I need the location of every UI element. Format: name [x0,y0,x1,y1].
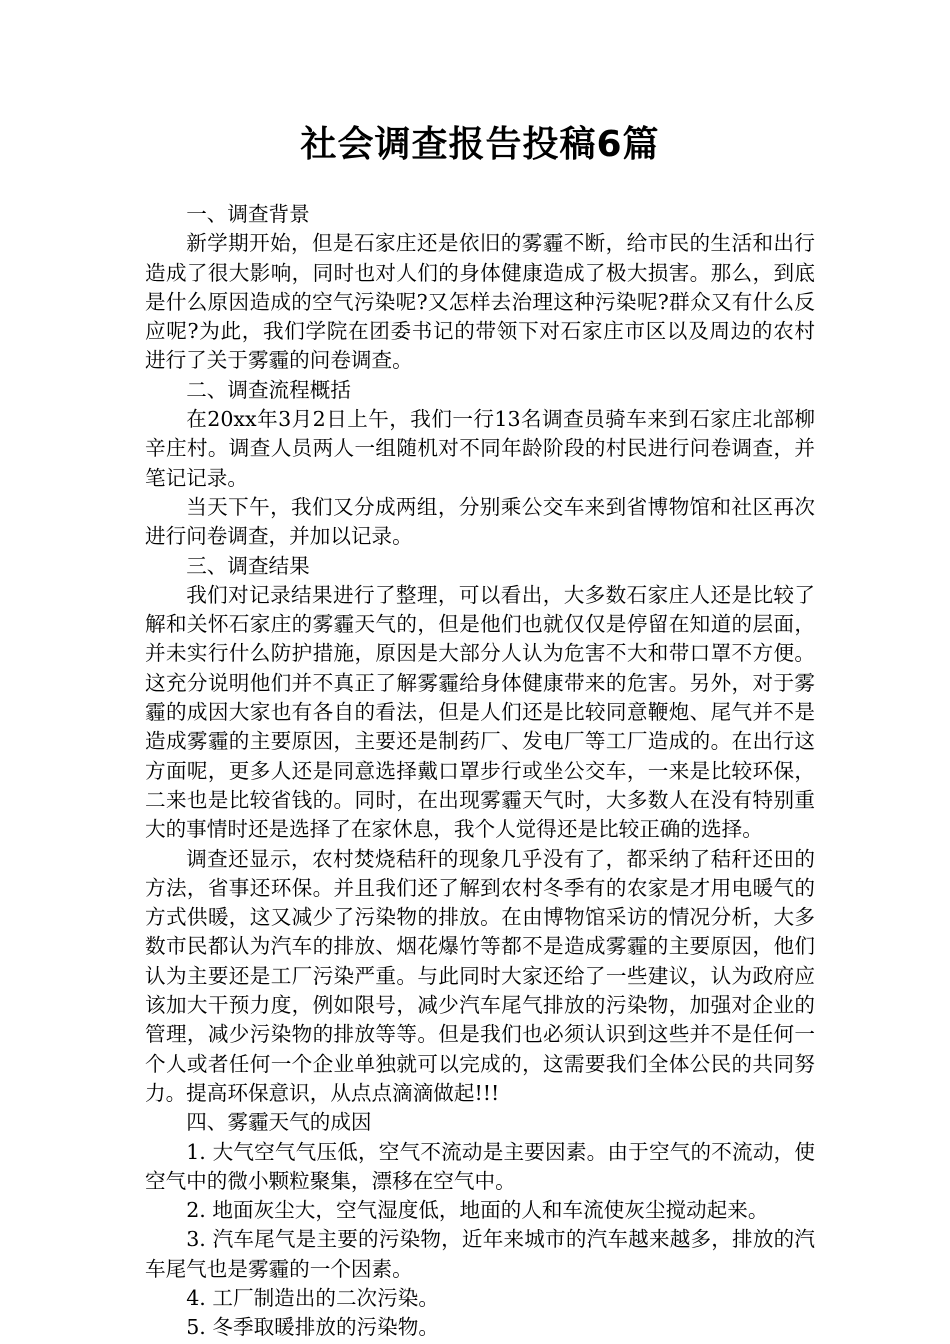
paragraph-process-morning: 在20xx年3月2日上午，我们一行13名调查员骑车来到石家庄北部柳辛庄村。调查人员两人一组随机对不同年龄阶段的村民进行问卷调查，并笔记记录。 [145,407,815,490]
document-title: 社会调查报告投稿6篇 [300,124,660,165]
list-item-cause-1: 1. 大气空气气压低，空气不流动是主要因素。由于空气的不流动，使空气中的微小颗粒聚集，漂移在空气中。 [145,1139,815,1193]
list-item-cause-4: 4. 工厂制造出的二次污染。 [186,1285,439,1310]
section-heading-causes: 四、雾霾天气的成因 [186,1110,372,1135]
paragraph-background: 新学期开始，但是石家庄还是依旧的雾霾不断，给市民的生活和出行造成了很大影响，同时也对人们的身体健康造成了极大损害。那么，到底是什么原因造成的空气污染呢?又怎样去治理这种污染呢?群众又有什么反应呢?为此，我们学院在团委书记的带领下对石家庄市区以及周边的农村进行了关于雾霾的问卷调查。 [145,231,815,373]
document-page [145,120,815,1343]
paragraph-process-afternoon: 当天下午，我们又分成两组，分别乘公交车来到省博物馆和社区再次进行问卷调查，并加以记录。 [145,494,815,549]
section-heading-results: 三、调查结果 [186,553,310,578]
list-item-cause-5: 5. 冬季取暖排放的污染物。 [186,1315,439,1340]
document-body [145,200,815,1343]
list-item-cause-2: 2. 地面灰尘大，空气湿度低，地面的人和车流使灰尘搅动起来。 [186,1198,769,1223]
list-item-cause-3: 3. 汽车尾气是主要的污染物，近年来城市的汽车越来越多，排放的汽车尾气也是雾霾的一个因素。 [145,1227,815,1281]
section-heading-background: 一、调查背景 [186,202,310,226]
paragraph-results-2: 调查还显示，农村焚烧秸秆的现象几乎没有了，都采纳了秸秆还田的方法，省事还环保。并且我们还了解到农村冬季有的农家是才用电暖气的方式供暖，这又减少了污染物的排放。在由博物馆采访的情况分析，大多数市民都认为汽车的排放、烟花爆竹等都不是造成雾霾的主要原因，他们认为主要还是工厂污染严重。与此同时大家还给了一些建议，认为政府应该加大干预力度，例如限号，减少汽车尾气排放的污染物，加强对企业的管理，减少污染物的排放等等。但是我们也必须认识到这些并不是任何一个人或者任何一个企业单独就可以完成的，这需要我们全体公民的共同努力。提高环保意识，从点点滴滴做起!!! [145,846,815,1105]
paragraph-results-1: 我们对记录结果进行了整理，可以看出，大多数石家庄人还是比较了解和关怀石家庄的雾霾天气的，但是他们也就仅仅是停留在知道的层面，并未实行什么防护措施，原因是大部分人认为危害不大和带口罩不方便。这充分说明他们并不真正了解雾霾给身体健康带来的危害。另外，对于雾霾的成因大家也有各自的看法，但是人们还是比较同意鞭炮、尾气并不是造成雾霾的主要原因，主要还是制药厂、发电厂等工厂造成的。在出行这方面呢，更多人还是同意选择戴口罩步行或坐公交车，一来是比较环保，二来也是比较省钱的。同时，在出现雾霾天气时，大多数人在没有特别重大的事情时还是选择了在家休息，我个人觉得还是比较正确的选择。 [145,582,815,842]
section-heading-process: 二、调查流程概括 [186,377,351,402]
